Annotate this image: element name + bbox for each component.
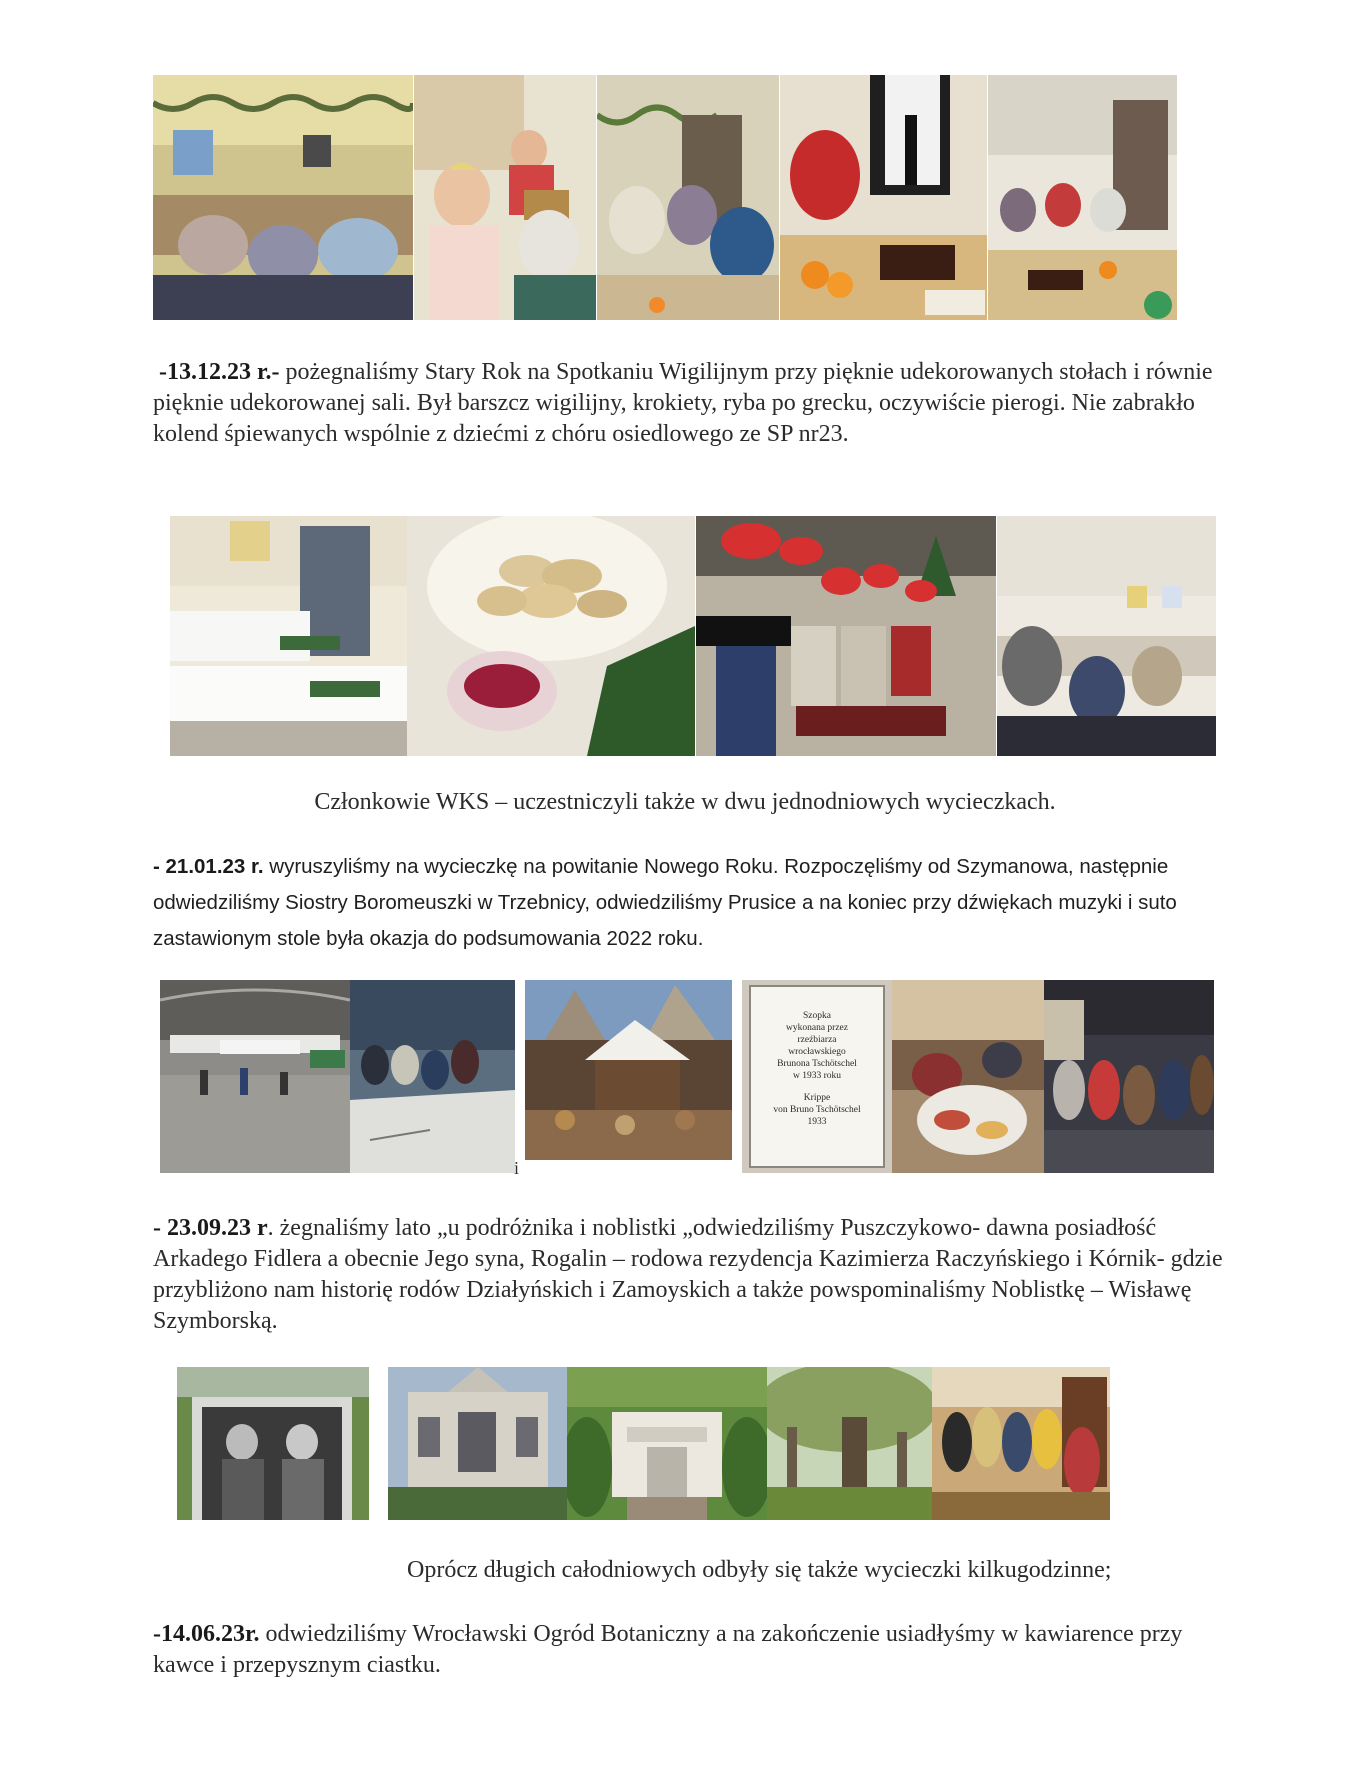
text-christmas-meeting: pożegnaliśmy Stary Rok na Spotkaniu Wigilijnym przy pięknie udekorowanych stołach i równie pięknie udekorowanej sali. Był barszcz wigilijny, krokiety, ryba po grecku, oczywiście pierogi. Nie zabrakło kolend śpiewanych wspólnie z dziećmi z chóru osiedlowego ze SP nr23. — [153, 359, 1213, 447]
paragraph-summer-trip — [153, 1213, 1228, 1337]
nativity-sign-line-9: 1933 — [807, 1117, 827, 1127]
stray-letter: i — [514, 1158, 520, 1178]
nativity-sign-line-5: Brunona Tschötschel — [777, 1059, 857, 1069]
photo-group-by-wing — [350, 980, 515, 1173]
text-summer-trip: . żegnaliśmy lato „u podróżnika i noblistki „odwiedziliśmy Puszczykowo- dawna posiadłość Arkadego Fidlera a obecnie Jego syna, Rogalin – rodowa rezydencja Kazimierza Raczyńskiego i Kórnik- gdzie przybliżono nam historię rodów Działyńskich i Zamoyskich a także powspominaliśmy Noblistkę – Wisławę Szymborską. — [153, 1215, 1223, 1334]
photo-women-seated — [597, 75, 779, 320]
nativity-sign-line-4: wrocławskiego — [788, 1047, 846, 1057]
nativity-sign-line-1: Szopka — [803, 1011, 831, 1021]
photo-row-christmas-eve — [170, 516, 1216, 756]
photo-historic-portrait — [177, 1367, 369, 1520]
photo-pierogi-and-borscht — [407, 516, 695, 756]
photo-row-new-year-trip — [160, 980, 1214, 1173]
photo-manor-house — [567, 1367, 767, 1520]
paragraph-new-year-trip — [153, 849, 1233, 957]
text-new-year-trip: wyruszyliśmy na wycieczkę na powitanie Nowego Roku. Rozpoczęliśmy od Szymanowa, następnie odwiedziliśmy Siostry Boromeuszki w Trzebnicy, odwiedziliśmy Prusice a na koniec przy dźwiękach muzyki i suto zastawionym stole była okazja do podsumowania 2022 roku. — [153, 855, 1177, 950]
date-christmas-meeting: -13.12.23 r.- — [159, 359, 280, 385]
nativity-sign-line-2: wykonana przez — [786, 1023, 848, 1033]
photo-table-with-cakes — [780, 75, 987, 320]
photo-group-in-restaurant — [1044, 980, 1214, 1173]
photo-nativity-sign — [742, 980, 892, 1173]
text-trips-intro: Członkowie WKS – uczestniczyli także w dwu jednodniowych wycieczkach. — [314, 789, 1056, 815]
photo-decorated-tables — [170, 516, 407, 756]
photo-members-at-table — [153, 75, 413, 320]
photo-dinner-table — [892, 980, 1044, 1173]
paragraph-christmas-meeting — [153, 357, 1228, 450]
date-new-year-trip: - 21.01.23 r. — [153, 855, 264, 878]
photo-row-christmas-meeting — [153, 75, 1177, 320]
photo-group-in-museum — [932, 1367, 1110, 1520]
nativity-sign-line-8: von Bruno Tschötschel — [773, 1105, 861, 1115]
text-botanic-garden: odwiedziliśmy Wrocławski Ogród Botaniczny a na zakończenie usiadłyśmy w kawiarence przy kawce i przepysznym ciastku. — [153, 1621, 1183, 1678]
photo-nativity-scene — [525, 980, 732, 1160]
nativity-sign-text — [754, 1010, 880, 1128]
photo-children-choir — [696, 516, 996, 756]
photo-audience-in-hall — [997, 516, 1216, 756]
nativity-sign-line-6: w 1933 roku — [792, 1071, 842, 1081]
photo-aircraft-hangar — [160, 980, 350, 1173]
photo-palace-facade — [388, 1367, 567, 1520]
text-short-trips: Oprócz długich całodniowych odbyły się także wycieczki kilkugodzinne; — [407, 1557, 1112, 1583]
paragraph-botanic-garden — [153, 1619, 1228, 1681]
photo-woman-with-basket — [414, 75, 596, 320]
nativity-sign-line-7: Krippe — [803, 1093, 831, 1103]
date-summer-trip: - 23.09.23 r — [153, 1215, 268, 1241]
date-botanic-garden: -14.06.23r. — [153, 1621, 260, 1647]
nativity-sign-line-3: rzeźbiarza — [797, 1035, 837, 1045]
photo-row-summer-trip — [177, 1367, 1110, 1520]
heading-short-trips — [407, 1555, 1227, 1586]
photo-group-around-table — [988, 75, 1177, 320]
photo-old-oak-trees — [767, 1367, 932, 1520]
heading-trips-intro — [153, 787, 1217, 818]
